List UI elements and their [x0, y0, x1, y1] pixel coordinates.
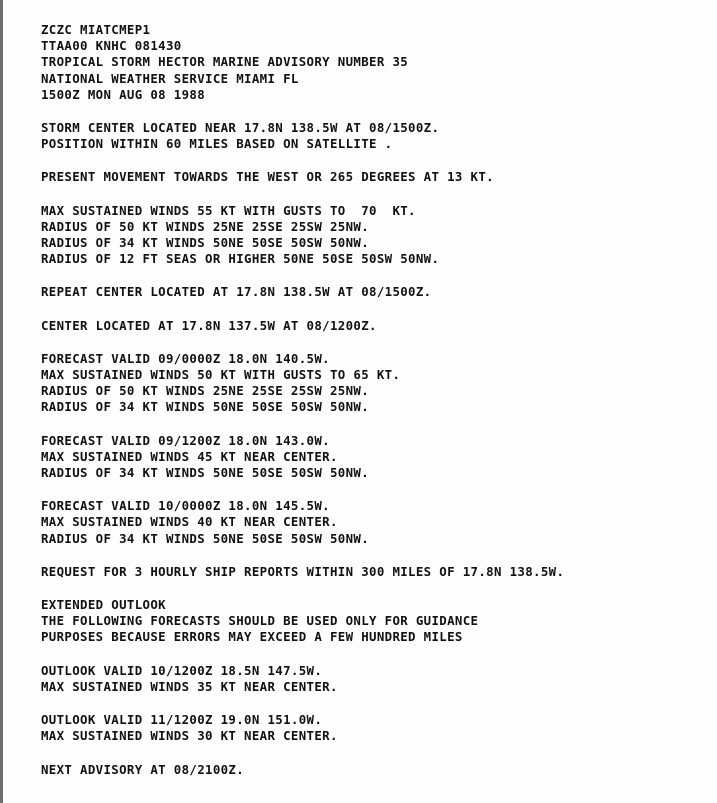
advisory-line: RADIUS OF 50 KT WINDS 25NE 25SE 25SW 25NW. — [41, 383, 370, 399]
advisory-line: MAX SUSTAINED WINDS 50 KT WITH GUSTS TO 65 KT. — [41, 367, 401, 383]
advisory-line: EXTENDED OUTLOOK — [41, 597, 166, 613]
advisory-line: RADIUS OF 34 KT WINDS 50NE 50SE 50SW 50NW. — [41, 465, 370, 481]
advisory-line: NATIONAL WEATHER SERVICE MIAMI FL — [41, 70, 299, 86]
advisory-line: FORECAST VALID 09/1200Z 18.0N 143.0W. — [41, 432, 330, 448]
advisory-line: STORM CENTER LOCATED NEAR 17.8N 138.5W AT 08/1500Z. — [41, 120, 440, 136]
advisory-line: OUTLOOK VALID 10/1200Z 18.5N 147.5W. — [41, 662, 323, 678]
advisory-line: MAX SUSTAINED WINDS 40 KT NEAR CENTER. — [41, 514, 338, 530]
advisory-line: RADIUS OF 34 KT WINDS 50NE 50SE 50SW 50NW. — [41, 235, 370, 251]
advisory-paragraph — [41, 762, 564, 778]
advisory-line: MAX SUSTAINED WINDS 30 KT NEAR CENTER. — [41, 728, 338, 744]
advisory-line: PRESENT MOVEMENT TOWARDS THE WEST OR 265 DEGREES AT 13 KT. — [41, 169, 494, 185]
advisory-paragraph — [41, 284, 564, 300]
advisory-line: NEXT ADVISORY AT 08/2100Z. — [41, 761, 245, 777]
advisory-paragraph — [41, 22, 564, 103]
advisory-line: 1500Z MON AUG 08 1988 — [41, 86, 206, 102]
advisory-paragraph — [41, 564, 564, 580]
advisory-line: FORECAST VALID 10/0000Z 18.0N 145.5W. — [41, 498, 330, 514]
advisory-paragraph — [41, 433, 564, 482]
advisory-line: OUTLOOK VALID 11/1200Z 19.0N 151.0W. — [41, 712, 323, 728]
advisory-paragraph — [41, 597, 564, 646]
advisory-line: TTAA00 KNHC 081430 — [41, 38, 182, 54]
advisory-line: THE FOLLOWING FORECASTS SHOULD BE USED ONLY FOR GUIDANCE — [41, 613, 479, 629]
advisory-line: RADIUS OF 34 KT WINDS 50NE 50SE 50SW 50NW. — [41, 530, 370, 546]
advisory-line: RADIUS OF 50 KT WINDS 25NE 25SE 25SW 25NW. — [41, 218, 370, 234]
advisory-paragraph — [41, 318, 564, 334]
advisory-line: RADIUS OF 34 KT WINDS 50NE 50SE 50SW 50NW. — [41, 399, 370, 415]
advisory-line: MAX SUSTAINED WINDS 45 KT NEAR CENTER. — [41, 448, 338, 464]
advisory-line: TROPICAL STORM HECTOR MARINE ADVISORY NUMBER 35 — [41, 54, 409, 70]
advisory-line: PURPOSES BECAUSE ERRORS MAY EXCEED A FEW HUNDRED MILES — [41, 629, 463, 645]
advisory-paragraph — [41, 498, 564, 547]
advisory-line: MAX SUSTAINED WINDS 35 KT NEAR CENTER. — [41, 678, 338, 694]
advisory-paragraph — [41, 120, 564, 152]
advisory-text — [41, 22, 564, 795]
advisory-line: CENTER LOCATED AT 17.8N 137.5W AT 08/1200Z. — [41, 317, 377, 333]
advisory-paragraph — [41, 203, 564, 268]
advisory-line: MAX SUSTAINED WINDS 55 KT WITH GUSTS TO 70 KT. — [41, 202, 416, 218]
advisory-paragraph — [41, 712, 564, 744]
advisory-paragraph — [41, 169, 564, 185]
advisory-line: ZCZC MIATCMEP1 — [41, 22, 151, 37]
advisory-line: FORECAST VALID 09/0000Z 18.0N 140.5W. — [41, 350, 330, 366]
advisory-line: REPEAT CENTER LOCATED AT 17.8N 138.5W AT 08/1500Z. — [41, 284, 432, 300]
advisory-paragraph — [41, 351, 564, 416]
advisory-paragraph — [41, 663, 564, 695]
advisory-line: RADIUS OF 12 FT SEAS OR HIGHER 50NE 50SE 50SW 50NW. — [41, 251, 440, 267]
advisory-line: REQUEST FOR 3 HOURLY SHIP REPORTS WITHIN 300 MILES OF 17.8N 138.5W. — [41, 563, 565, 579]
advisory-line: POSITION WITHIN 60 MILES BASED ON SATELLITE . — [41, 136, 393, 152]
